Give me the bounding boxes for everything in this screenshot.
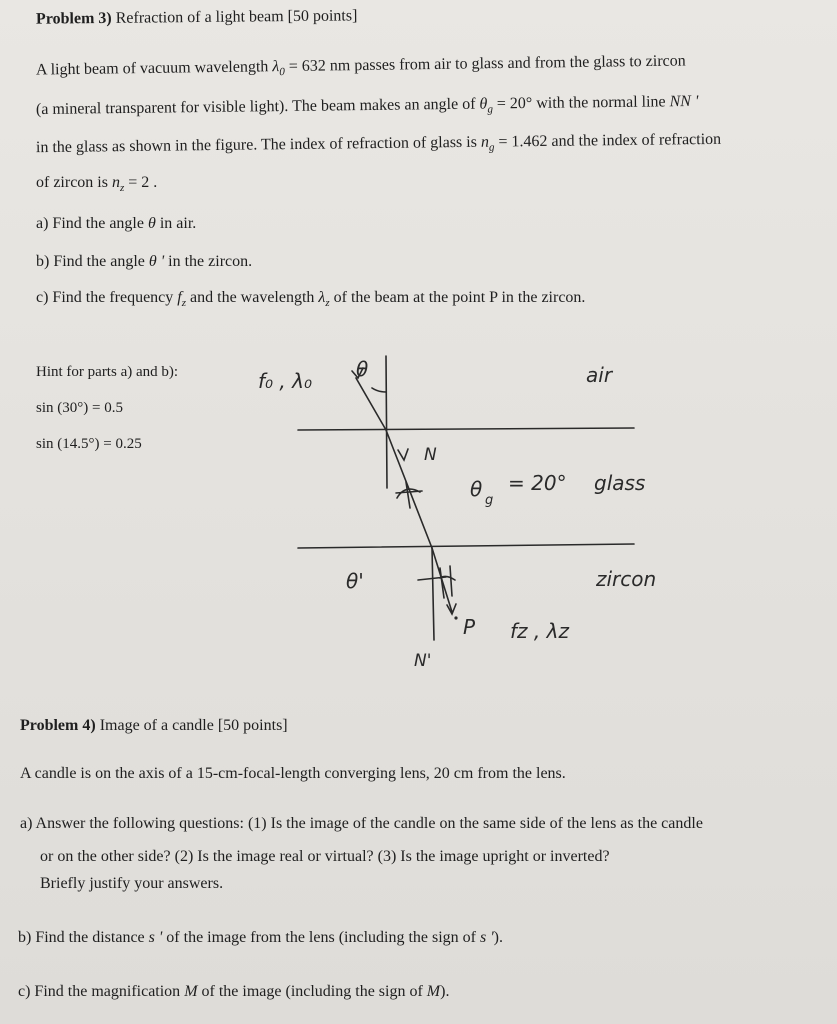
label-zircon: zircon [596, 567, 657, 591]
text: ). [493, 929, 503, 946]
text: c) Find the frequency [36, 289, 174, 306]
text: in air. [159, 215, 197, 232]
angle-value: = 20° [496, 94, 533, 113]
n-zircon-subscript: z [119, 182, 125, 194]
label-N-prime: N' [414, 651, 432, 671]
problem-3-points: [50 points] [287, 7, 358, 26]
lambda-subscript: 0 [279, 66, 285, 79]
text: (a mineral transparent for visible light). The beam makes an angle of [35, 95, 476, 119]
problem-4-intro: A candle is on the axis of a 15-cm-focal-length converging lens, 20 cm from the lens. [20, 765, 566, 782]
hint-sin-30: sin (30°) = 0.5 [36, 400, 123, 416]
problem-3-title: Refraction of a light beam [115, 8, 284, 27]
label-20-degrees: = 20° [508, 471, 567, 495]
theta-symbol: θ [479, 95, 488, 113]
problem-3-number: Problem 3) [35, 9, 112, 28]
label-theta-g: θ [470, 477, 483, 501]
text: with the normal line [536, 93, 666, 112]
problem-4-points: [50 points] [217, 717, 288, 734]
frequency-symbol: f [177, 289, 182, 306]
theta-symbol: θ [147, 215, 156, 232]
label-theta-g-subscript: g [485, 493, 494, 508]
normal-line-upper [386, 356, 387, 488]
angle-tick-glass [396, 491, 422, 493]
glass-zircon-interface [298, 544, 634, 548]
text: and the index of refraction [551, 130, 722, 150]
angle-arc-air [372, 388, 386, 392]
text: c) Find the magnification [18, 983, 181, 1000]
text: of the image from the lens (including the sign of [166, 929, 476, 946]
n-glass-value: = 1.462 [498, 132, 548, 151]
label-fz-lambdaz: fz , λz [510, 619, 569, 643]
wavelength-value: = 632 nm [288, 57, 351, 76]
angle-tick-zircon-3 [450, 566, 452, 596]
text: of the beam at the point P in the zircon. [333, 289, 586, 306]
text: passes from air to glass and from the glass to zircon [354, 52, 686, 75]
label-point-P: P [463, 615, 476, 639]
normal-line-lower [432, 548, 434, 640]
label-theta-prime: θ' [346, 569, 364, 593]
question-4a-line-1: a) Answer the following questions: (1) Is the image of the candle on the same side of the lens as the candle [20, 815, 703, 832]
lambda-symbol: λ [318, 289, 326, 306]
text: in the zircon. [168, 253, 253, 270]
problem-4-heading [20, 716, 288, 736]
question-4c [18, 982, 449, 1002]
frequency-subscript: z [181, 297, 187, 309]
air-glass-interface [298, 428, 634, 430]
question-4a-line-2: or on the other side? (2) Is the image real or virtual? (3) Is the image upright or inverted? [40, 848, 610, 865]
point-P-dot [454, 616, 457, 619]
theta-prime-symbol: θ ' [148, 253, 165, 270]
magnification-symbol: M [426, 983, 441, 1000]
question-4a-line-3: Briefly justify your answers. [40, 875, 224, 892]
text: in the glass as shown in the figure. The index of refraction of glass is [35, 133, 477, 157]
n-zircon-symbol: n [111, 174, 120, 191]
label-N: N [424, 445, 437, 465]
lambda-symbol: λ [272, 58, 280, 76]
s-prime-symbol: s ' [148, 929, 163, 946]
arrow-head-glass [398, 449, 408, 460]
hint-title: Hint for parts a) and b): [36, 364, 179, 380]
text: and the wavelength [190, 289, 315, 306]
n-zircon-value: = 2 . [128, 174, 158, 191]
text: a) Find the angle [36, 215, 144, 232]
label-air: air [586, 363, 613, 387]
normal-line-label: NN ' [669, 92, 699, 111]
label-glass: glass [594, 471, 646, 495]
text: A light beam of vacuum wavelength [35, 58, 269, 79]
text: b) Find the distance [18, 929, 145, 946]
text: of zircon is [36, 174, 108, 191]
text: of the image (including the sign of [201, 983, 423, 1000]
label-theta: θ [356, 357, 369, 381]
n-glass-symbol: n [480, 133, 489, 151]
question-4b [18, 928, 503, 948]
hint-sin-14-5: sin (14.5°) = 0.25 [36, 436, 142, 452]
problem-4-title: Image of a candle [99, 717, 214, 734]
magnification-symbol: M [184, 983, 198, 1000]
text: ). [440, 983, 450, 1000]
s-prime-symbol: s ' [480, 929, 494, 946]
lambda-subscript: z [325, 297, 330, 309]
problem-4-number: Problem 4) [20, 717, 96, 734]
beam-in-air [356, 378, 386, 430]
label-f0-lambda0: f₀ , λ₀ [258, 369, 312, 393]
text: b) Find the angle [36, 253, 145, 270]
theta-subscript: g [487, 103, 494, 116]
n-glass-subscript: g [488, 141, 495, 154]
